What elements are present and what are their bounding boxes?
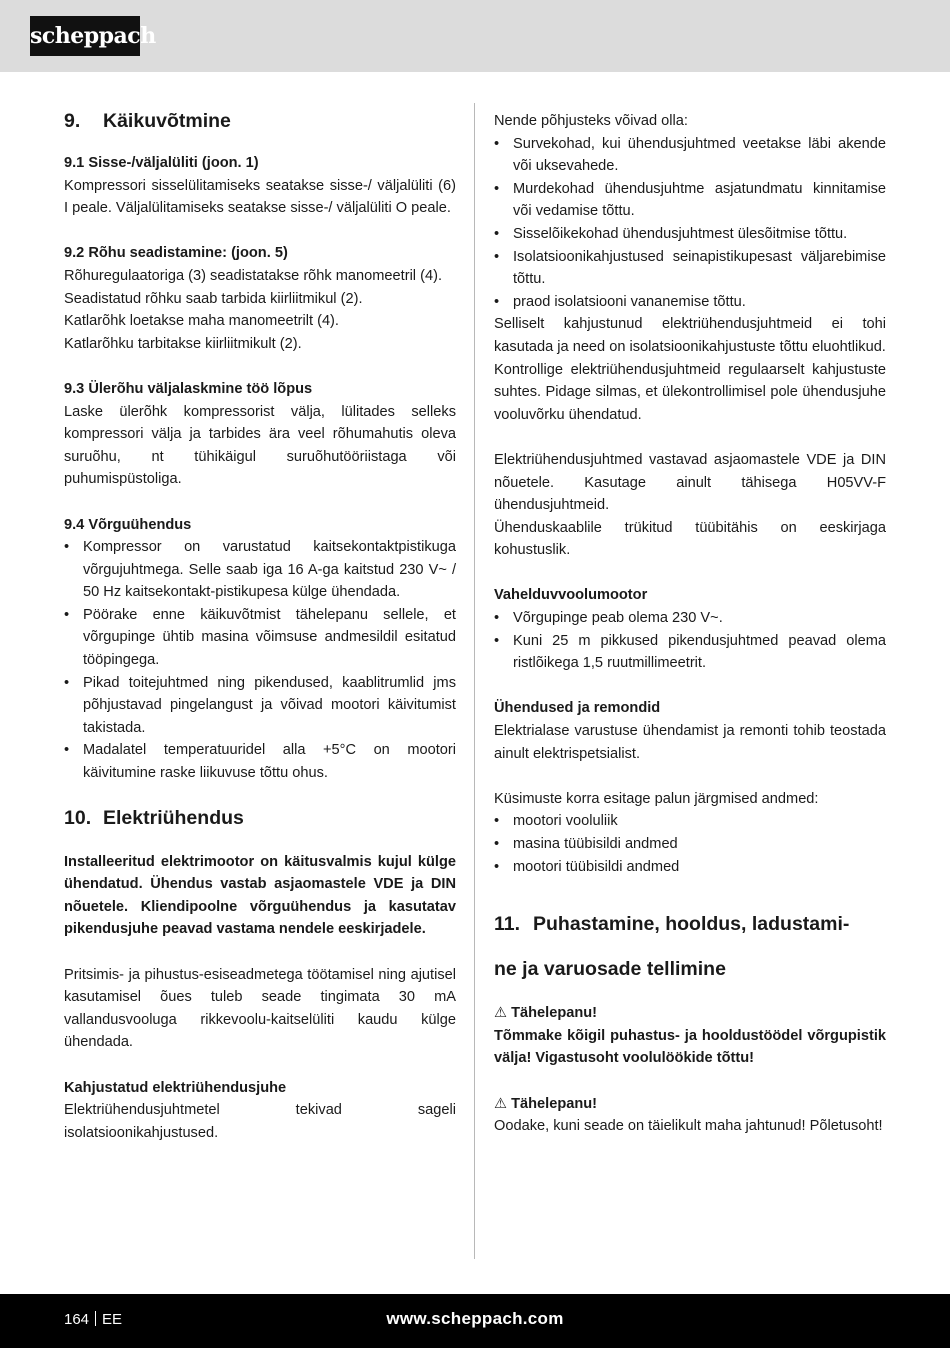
inspection-text: Kontrollige elektriühendusjuhtmeid regulaarselt kahjustuste suhtes. Pidage silmas, et ülekontrollimisel pole ühendusjuhe vooluvõrku ühendatud. [494, 361, 886, 423]
section-9-2-line-4: Katlarõhku tarbitakse kiirliitmikult (2). [64, 335, 302, 352]
ac-motor-heading: Vahelduvvoolumootor [494, 587, 648, 604]
damaged-warning-text: Selliselt kahjustunud elektriühendusjuhtmeid ei tohi kasutada ja need on isolatsioonikahjustuste tõttu eluohtlikud. [494, 316, 886, 355]
section-9-1-heading: 9.1 Sisse-/väljalüliti (joon. 1) [64, 155, 259, 171]
section-9-title: Käikuvõtmine [103, 110, 231, 132]
section-9-1-text: Kompressori sisselülitamiseks seatakse sisse-/ väljalüliti (6) I peale. Väljalülitamiseks seatakse sisse-/ väljalüliti O peale. [64, 177, 456, 217]
list-item: • Sisselõikekohad ühendusjuhtmest ülesõitmise tõttu. [494, 223, 886, 246]
damaged-cable-heading: Kahjustatud elektriühendusjuhe [64, 1079, 287, 1096]
cable-standards-text: Elektriühendusjuhtmed vastavad asjaomastele VDE ja DIN nõuetele. Kasutage ainult tähisega H05VV-F ühendusjuhtmeid. [494, 451, 886, 514]
section-10-number: 10. [64, 806, 92, 829]
warning-triangle-icon: ⚠ [494, 1095, 508, 1112]
warning-2-text: Oodake, kuni seade on täielikult maha jahtunud! Põletusoht! [494, 1118, 883, 1135]
warning-1-text: Tõmmake kõigil puhastus- ja hooldustöödel võrgupistik välja! Vigastusoht voolulöökide tõttu! [494, 1027, 886, 1067]
list-item: • Kompressor on varustatud kaitsekontaktpistikuga võrgujuhtmega. Selle saab iga 16 A-ga kaitstud 230 V~ / 50 Hz kaitsekontakt-pistikupesa külge ühendada. [64, 536, 456, 604]
right-column [494, 110, 886, 1138]
section-9-2-heading: 9.2 Rõhu seadistamine: (joon. 5) [64, 245, 288, 262]
section-10-heading [64, 805, 456, 831]
list-item: • Pöörake enne käikuvõtmist tähelepanu sellele, et võrgupinge ühtib masina võimsuse andmesildil esitatud tööpingega. [64, 604, 456, 672]
page-header [0, 0, 950, 72]
section-9-2-line-3: Katlarõhk loetakse maha manomeetrilt (4). [64, 313, 339, 330]
list-item: • Pikad toitejuhtmed ning pikendused, kaablitrumlid jms põhjustavad pingelangust ja võivad mootori käivitumist takistada. [64, 672, 456, 740]
left-column [64, 108, 456, 1144]
section-11-title-line-2: ne ja varuosade tellimine [494, 958, 726, 981]
section-9-3-text: Laske ülerõhk kompressorist välja, lülitades selleks kompressori välja ja tarbides ära veel rõhumahutis oleva suruõhu, nt tühikäigul suruõhutööriistaga või puhumispüstoliga. [64, 403, 456, 488]
section-9-number: 9. [64, 110, 81, 132]
section-10-bold-text: Installeeritud elektrimootor on käitusvalmis kujul külge ühendatud. Ühendus vastab asjaomastele VDE ja DIN nõuetele. Kliendipoolne võrguühendus ja kasutatav pikendusjuhe peavad vastama nendele eeskirjadele. [64, 853, 456, 938]
warning-2-heading [494, 1093, 886, 1116]
section-9-4-heading: 9.4 Võrguühendus [64, 516, 192, 533]
connections-heading: Ühendused ja remondid [494, 700, 661, 717]
list-item: • Kuni 25 m pikkused pikendusjuhtmed peavad olema ristlõikega 1,5 ruutmillimeetrit. [494, 630, 886, 675]
page-footer [0, 1294, 950, 1348]
causes-intro: Nende põhjusteks võivad olla: [494, 113, 688, 129]
cable-marking-text: Ühenduskaablile trükitud tüübitähis on eeskirjaga kohustuslik. [494, 519, 886, 559]
section-11-title-line-1: Puhastamine, hooldus, ladustami- [533, 913, 850, 936]
list-item: • Võrgupinge peab olema 230 V~. [494, 607, 886, 630]
column-divider [474, 103, 475, 1259]
damaged-cable-text: Elektriühendusjuhtmetel tekivad sageli isolatsioonikahjustused. [64, 1102, 456, 1141]
section-10-text: Pritsimis- ja pihustus-esiseadmetega töötamisel ning ajutisel kasutamisel õues tuleb seade tingimata 30 mA vallandusvooluga rikkevoolu-kaitselüliti kaudu külge ühendada. [64, 966, 456, 1051]
section-11-number: 11. [494, 913, 521, 936]
section-9-heading [64, 108, 456, 134]
warning-2-title: Tähelepanu! [511, 1095, 598, 1112]
scheppach-logo: scheppach [30, 16, 140, 56]
section-9-3-heading: 9.3 Ülerõhu väljalaskmine töö lõpus [64, 380, 313, 397]
list-item: • Isolatsioonikahjustused seinapistikupesast väljarebimise tõttu. [494, 246, 886, 291]
list-item: • praod isolatsiooni vananemise tõttu. [494, 291, 886, 314]
questions-intro: Küsimuste korra esitage palun järgmised andmed: [494, 790, 819, 807]
list-item: • Madalatel temperatuuridel alla +5°C on mootori käivitumine raske liikuvuse tõttu ohus. [64, 739, 456, 784]
ac-motor-list [494, 607, 886, 675]
section-9-4-list [64, 536, 456, 785]
website-link[interactable]: www.scheppach.com [386, 1309, 564, 1328]
section-10-title: Elektriühendus [103, 806, 244, 829]
list-item: • masina tüübisildi andmed [494, 833, 886, 856]
list-item: • Murdekohad ühendusjuhtme asjatundmatu kinnitamise või vedamise tõttu. [494, 178, 886, 223]
list-item: • mootori vooluliik [494, 810, 886, 833]
list-item: • mootori tüübisildi andmed [494, 856, 886, 879]
page-number: 164 [64, 1311, 90, 1328]
warning-1-heading [494, 1002, 886, 1025]
connections-text: Elektrialase varustuse ühendamist ja remonti tohib teostada ainult elektrispetsialist. [494, 723, 886, 762]
warning-1-title: Tähelepanu! [511, 1005, 598, 1022]
causes-list [494, 133, 886, 314]
language-code: EE [102, 1311, 123, 1328]
section-11-heading [494, 902, 886, 992]
questions-list [494, 810, 886, 878]
list-item: • Survekohad, kui ühendusjuhtmed veetakse läbi akende või uksevahede. [494, 133, 886, 178]
warning-triangle-icon: ⚠ [494, 1005, 508, 1022]
section-9-2-line-1: Rõhuregulaatoriga (3) seadistatakse rõhk manomeetril (4). [64, 267, 442, 284]
section-9-2-line-2: Seadistatud rõhku saab tarbida kiirliitmikul (2). [64, 290, 363, 307]
